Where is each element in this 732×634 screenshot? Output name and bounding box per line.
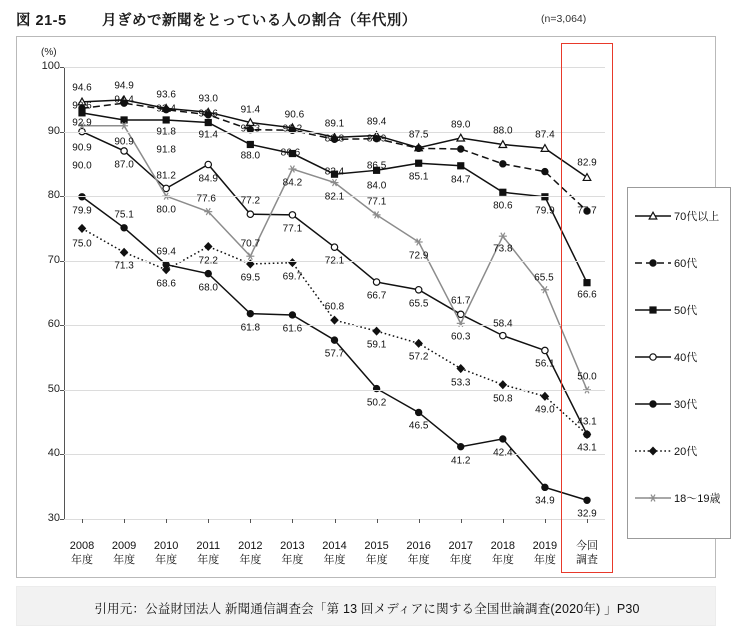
- legend-marker-icon: [632, 296, 674, 324]
- data-label: 90.3: [240, 123, 261, 135]
- data-label: 66.6: [577, 289, 597, 301]
- data-label: 69.4: [156, 246, 176, 258]
- data-label: 43.1: [577, 442, 597, 454]
- y-axis-tick-label: 50: [47, 382, 60, 395]
- data-label: 91.4: [240, 104, 261, 116]
- data-label: 50.8: [493, 393, 513, 405]
- data-label: 60.8: [324, 301, 345, 313]
- y-axis-tick: [60, 519, 64, 520]
- data-label: 77.1: [366, 196, 387, 208]
- data-label: 50.2: [366, 397, 387, 409]
- y-axis-tick: [60, 67, 64, 68]
- x-axis-tick: [461, 519, 462, 523]
- data-label: 72.2: [198, 255, 218, 266]
- data-label: 90.2: [282, 123, 303, 135]
- data-label: 72.1: [324, 255, 345, 267]
- data-label: 41.2: [451, 455, 471, 467]
- legend-item-label: 30代: [674, 399, 698, 411]
- legend-item-2[interactable]: [628, 296, 732, 324]
- data-label: 84.7: [451, 174, 471, 186]
- data-label: 88.0: [493, 125, 513, 137]
- x-axis-tick: [166, 519, 167, 523]
- legend-marker-icon: [632, 484, 674, 512]
- highlight-box-current-survey: [561, 43, 613, 573]
- page-title: 月ぎめで新聞をとっている人の割合（年代別）: [102, 13, 417, 29]
- data-label: 49.0: [535, 404, 555, 416]
- x-axis-tick-label: 2012 年度: [238, 540, 263, 566]
- gridline: [64, 390, 605, 391]
- x-axis-tick: [335, 519, 336, 523]
- y-axis-tick: [60, 390, 64, 391]
- data-label: 68.6: [156, 278, 176, 290]
- data-label: 56.1: [535, 358, 555, 370]
- legend-item-label: 70代以上: [674, 211, 720, 223]
- x-axis-tick-label: 2017 年度: [448, 540, 473, 566]
- data-label: 94.4: [114, 94, 134, 106]
- data-label: 89.0: [451, 119, 471, 131]
- y-axis-tick-label: 30: [47, 512, 60, 524]
- legend-item-3[interactable]: [628, 343, 732, 371]
- y-axis-tick-label: 100: [41, 60, 60, 72]
- data-label: 88.0: [240, 150, 261, 162]
- data-label: 84.9: [198, 173, 218, 184]
- data-label: 46.5: [408, 420, 429, 432]
- data-label: 61.6: [282, 323, 303, 335]
- data-label: 89.1: [324, 118, 345, 130]
- data-label: 87.0: [114, 159, 134, 171]
- legend-marker-icon: [632, 437, 674, 465]
- sample-size: (n=3,064): [541, 13, 587, 25]
- data-label: 92.6: [198, 108, 218, 120]
- data-label: 89.4: [366, 116, 387, 128]
- data-label: 94.6: [72, 82, 92, 94]
- data-label: 88.9: [366, 133, 387, 145]
- y-axis-unit: (%): [41, 47, 57, 58]
- legend-item-label: 60代: [674, 258, 698, 270]
- data-label: 90.0: [72, 160, 92, 172]
- x-axis-tick: [208, 519, 209, 523]
- x-axis-tick-label: 2011 年度: [196, 540, 221, 566]
- data-label: 57.7: [324, 348, 345, 360]
- data-label: 60.3: [451, 331, 471, 343]
- source-note: 引用元：公益財団法人 新聞通信調査会「第 13 回メディアに関する全国世論調査(2020年) 」P30: [94, 602, 640, 616]
- data-label: 69.5: [240, 272, 261, 284]
- x-axis-tick: [419, 519, 420, 523]
- data-label: 65.5: [408, 298, 429, 310]
- data-label: 58.4: [493, 318, 513, 330]
- y-axis-tick-label: 70: [47, 253, 60, 266]
- x-axis-tick: [124, 519, 125, 523]
- data-label: 80.6: [493, 200, 513, 212]
- x-axis-tick: [82, 519, 83, 523]
- x-axis-tick: [250, 519, 251, 523]
- data-label: 93.0: [198, 93, 218, 105]
- data-label: 90.9: [72, 142, 92, 154]
- data-label: 34.9: [535, 495, 555, 507]
- legend-item-6[interactable]: [628, 484, 732, 512]
- data-label: 61.7: [451, 295, 471, 307]
- x-axis-tick-label: 2010 年度: [153, 540, 179, 566]
- data-label: 91.4: [198, 129, 218, 141]
- data-label: 71.3: [114, 260, 134, 272]
- y-axis-tick: [60, 196, 64, 197]
- data-label: 81.2: [156, 170, 176, 182]
- data-label: 87.4: [535, 129, 555, 141]
- gridline: [64, 454, 605, 455]
- data-label: 91.8: [156, 126, 176, 138]
- legend: [627, 187, 731, 539]
- x-axis-tick-label: 今回 調査: [576, 540, 598, 566]
- data-label: 86.6: [280, 147, 301, 159]
- legend-marker-icon: [632, 343, 674, 371]
- legend-item-0[interactable]: [628, 202, 732, 230]
- data-label: 94.9: [114, 80, 134, 92]
- data-label: 79.9: [535, 205, 555, 217]
- data-label: 83.4: [324, 166, 345, 178]
- data-label: 93.4: [156, 103, 176, 115]
- data-label: 92.9: [72, 117, 92, 129]
- data-label: 50.0: [577, 371, 597, 383]
- y-axis-tick-label: 40: [47, 447, 60, 460]
- x-axis-tick-label: 2019 年度: [532, 540, 558, 566]
- data-label: 69.7: [282, 271, 303, 283]
- data-label: 91.8: [156, 144, 176, 156]
- data-label: 68.0: [198, 282, 218, 294]
- data-label: 84.2: [282, 177, 303, 189]
- legend-marker-icon: [632, 202, 674, 230]
- data-label: 57.2: [408, 351, 429, 363]
- x-axis-tick: [545, 519, 546, 523]
- x-axis-tick-label: 2015 年度: [364, 540, 389, 566]
- y-axis-tick: [60, 132, 64, 133]
- legend-marker-icon: [632, 249, 674, 277]
- figure-number: 図 21-5: [16, 13, 67, 29]
- data-label: 77.6: [196, 193, 216, 205]
- legend-item-4[interactable]: [628, 390, 732, 418]
- y-axis-tick: [60, 325, 64, 326]
- data-label: 77.7: [577, 205, 597, 217]
- data-label: 93.6: [156, 89, 176, 101]
- y-axis-tick: [60, 454, 64, 455]
- x-axis-tick-label: 2016 年度: [406, 540, 431, 566]
- data-label: 80.0: [156, 204, 176, 216]
- footer: [16, 586, 716, 626]
- data-label: 87.5: [408, 129, 429, 141]
- data-label: 59.1: [366, 339, 387, 351]
- data-label: 75.1: [114, 209, 134, 221]
- data-label: 77.2: [240, 195, 261, 207]
- y-axis-tick-label: 80: [47, 189, 60, 202]
- x-axis-tick-label: 2014 年度: [322, 540, 347, 566]
- data-label: 66.7: [366, 290, 387, 302]
- chart-frame: [16, 36, 721, 578]
- data-label: 75.0: [72, 238, 92, 250]
- x-axis-tick: [292, 519, 293, 523]
- data-label: 61.8: [240, 322, 261, 334]
- data-label: 43.1: [577, 416, 597, 428]
- x-axis-tick-label: 2008 年度: [69, 540, 95, 566]
- plot-area: [41, 60, 605, 566]
- y-axis-tick: [60, 261, 64, 262]
- x-axis-tick-label: 2013 年度: [280, 540, 305, 566]
- data-label: 72.9: [408, 250, 429, 262]
- data-label: 73.8: [493, 243, 513, 255]
- x-axis-tick-label: 2018 年度: [490, 540, 516, 566]
- title-row: [16, 8, 716, 34]
- gridline: [64, 132, 605, 133]
- legend-item-1[interactable]: [628, 249, 732, 277]
- data-label: 86.5: [366, 160, 387, 172]
- data-label: 79.9: [72, 205, 92, 217]
- x-axis-tick-label: 2009 年度: [111, 540, 137, 566]
- data-label: 32.9: [577, 508, 597, 520]
- legend-item-5[interactable]: [628, 437, 732, 465]
- legend-item-label: 40代: [674, 352, 698, 364]
- legend-marker-icon: [632, 390, 674, 418]
- data-label: 85.1: [408, 171, 429, 183]
- gridline: [64, 325, 605, 326]
- gridline: [64, 67, 605, 68]
- x-axis-tick: [503, 519, 504, 523]
- data-label: 82.1: [324, 191, 345, 203]
- x-axis-tick: [377, 519, 378, 523]
- data-label: 84.0: [366, 180, 387, 192]
- data-label: 53.3: [451, 377, 471, 389]
- legend-item-label: 20代: [674, 446, 698, 458]
- data-label: 93.6: [72, 100, 92, 112]
- data-label: 70.7: [240, 238, 261, 250]
- data-label: 90.6: [284, 109, 305, 121]
- y-axis-tick-label: 60: [47, 318, 60, 331]
- data-label: 90.9: [114, 136, 134, 148]
- data-label: 82.9: [577, 157, 597, 169]
- legend-item-label: 18～19歳: [674, 493, 721, 505]
- data-label: 77.1: [282, 223, 303, 235]
- data-label: 88.8: [324, 133, 345, 145]
- legend-item-label: 50代: [674, 305, 698, 317]
- y-axis-tick-label: 90: [47, 124, 60, 137]
- data-label: 65.5: [534, 272, 554, 284]
- data-label: 42.4: [493, 447, 513, 459]
